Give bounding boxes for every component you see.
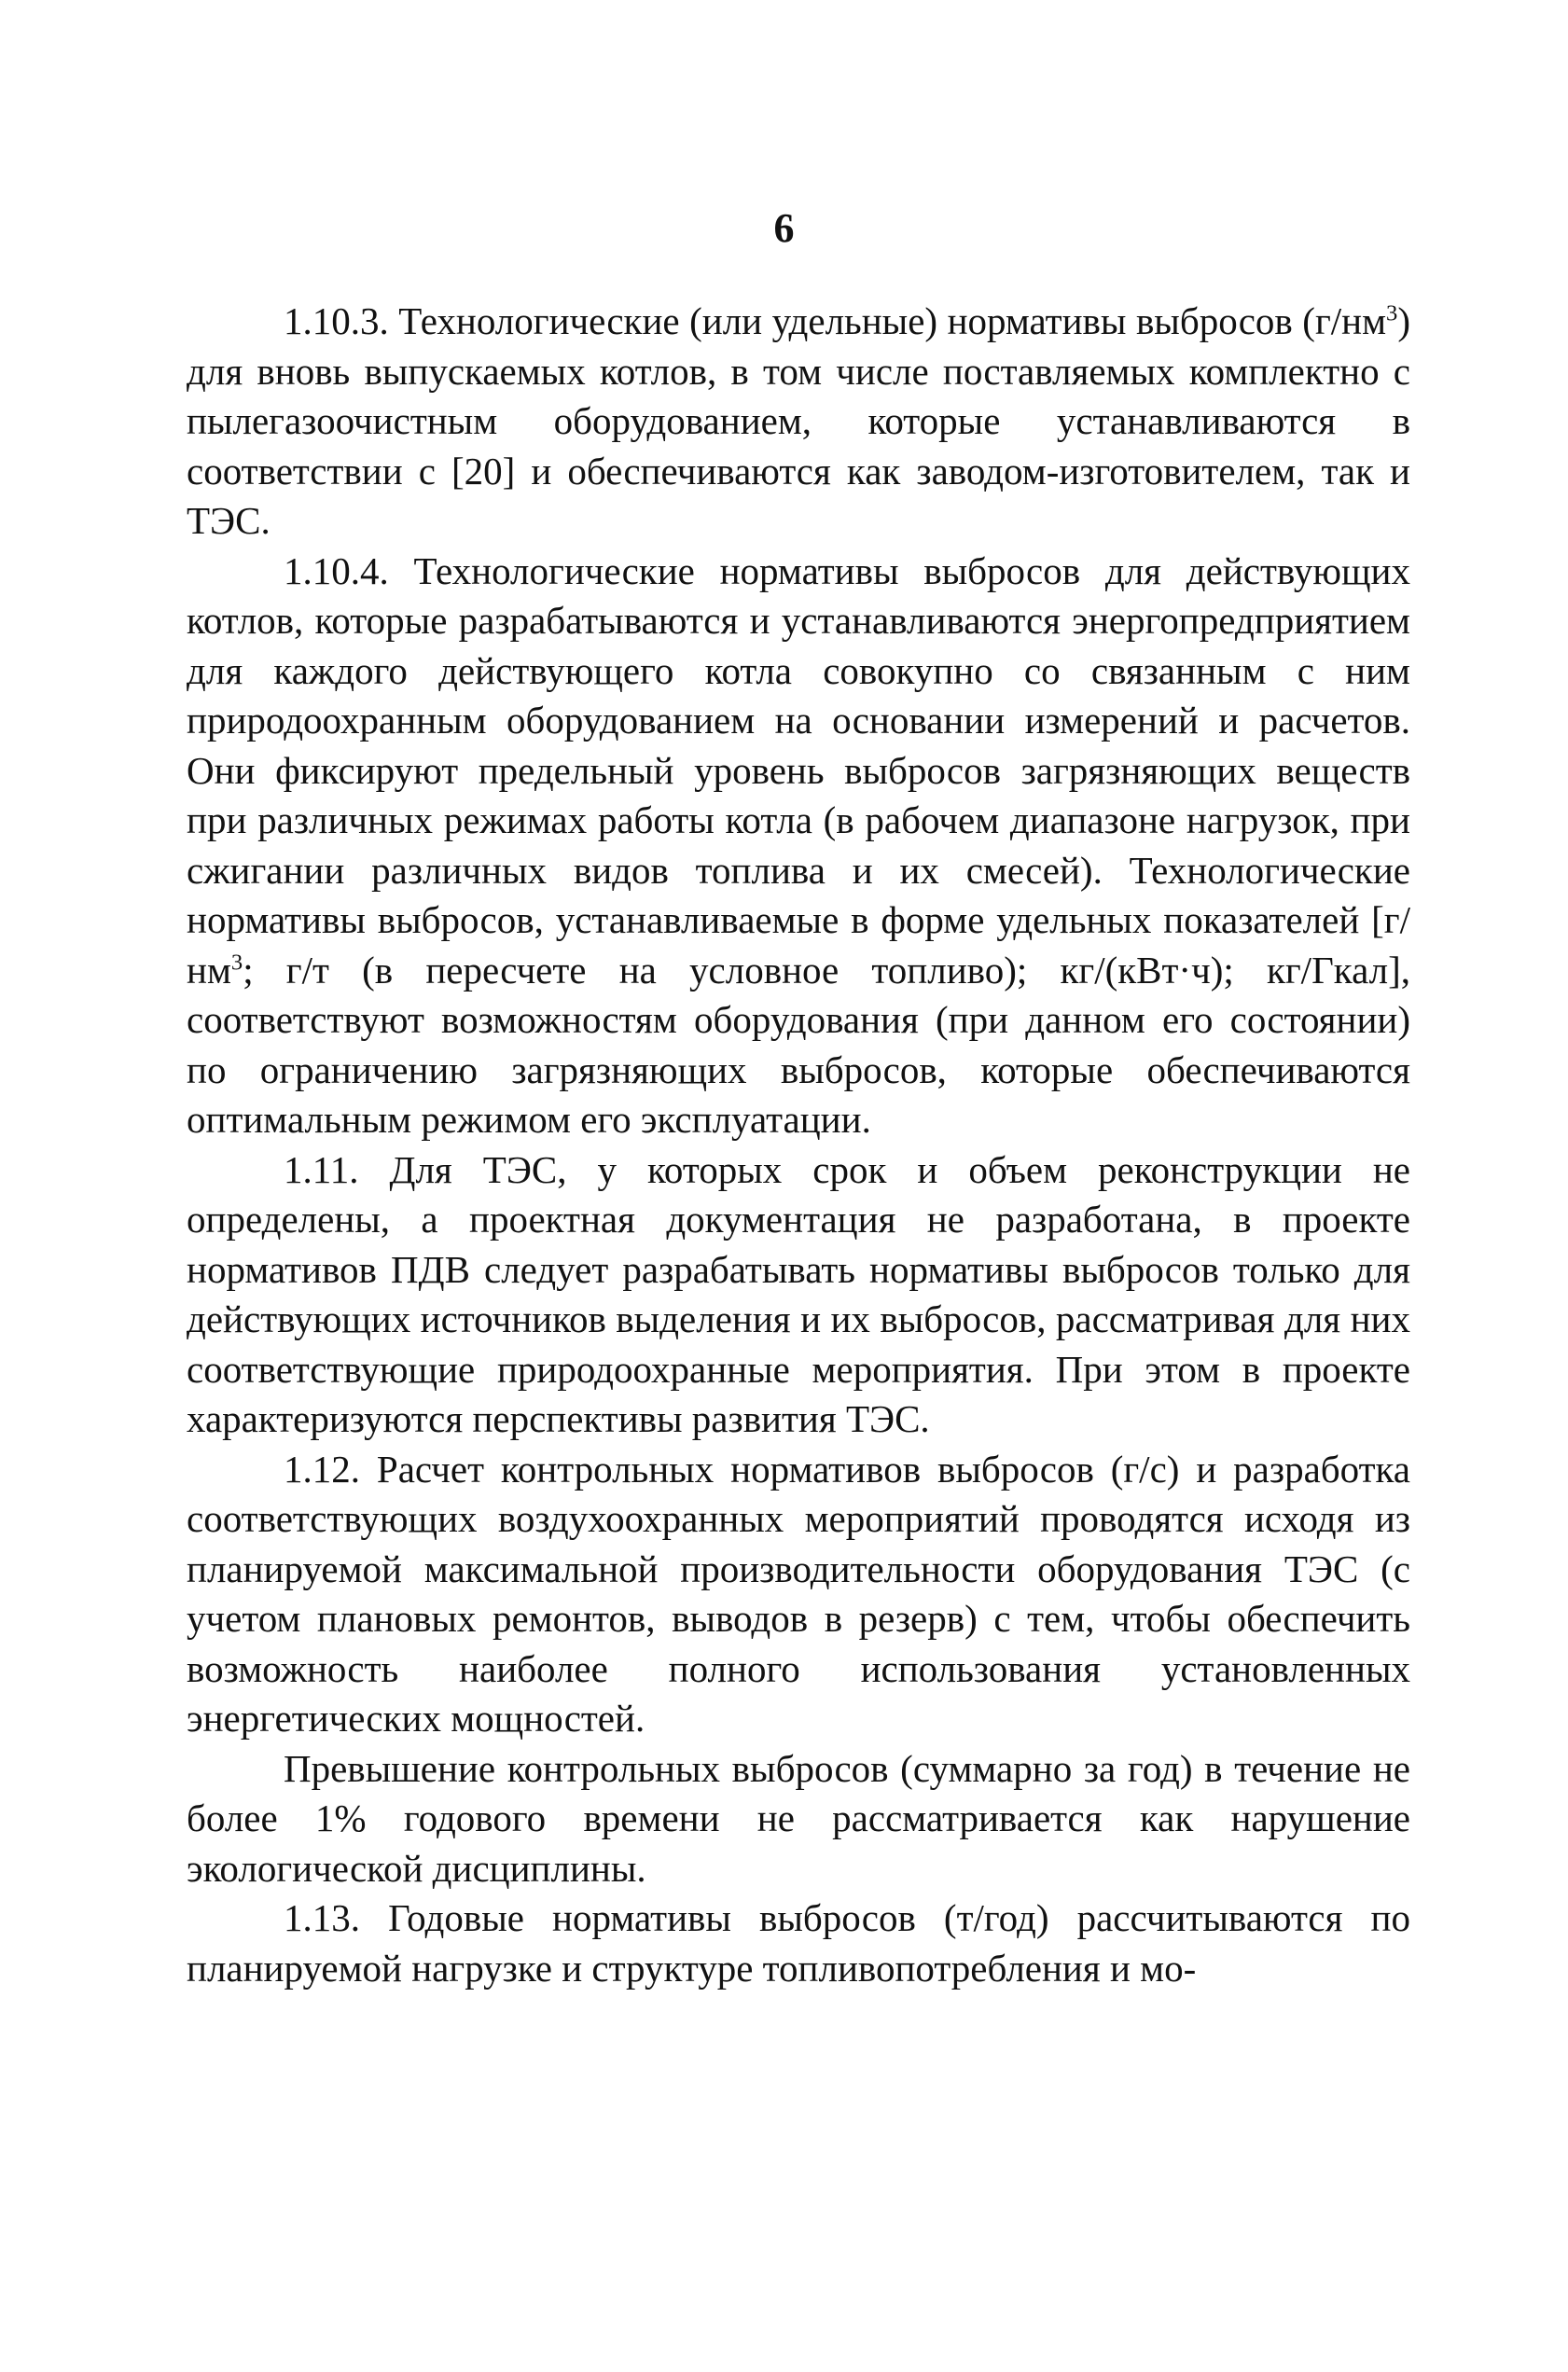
paragraph-1-10-4 [187, 547, 1410, 1145]
paragraph-text: ; г/т (в пересчете на условное топливо); кг/(кВт·ч); кг/Гкал], соответствуют возможностям оборудования (при данном его состоянии) по ограничению загрязняющих выбросов, которые обеспечиваются оптимальным режимом его эксплуатации. [187, 948, 1410, 1141]
superscript: 3 [1386, 300, 1398, 326]
page-number: 6 [773, 205, 795, 251]
paragraph-text: 1.10.3. Технологические (или удельные) нормативы выбросов (г/нм [284, 299, 1387, 342]
text-column [187, 297, 1410, 1993]
paragraph-text: 1.10.4. Технологические нормативы выбросов для действующих котлов, которые разрабатываются и устанавливаются энергопредприятием для каждого действующего котла совокупно со связанным с ним природоохранным оборудованием на основании измерений и расчетов. Они фиксируют предельный уровень выбросов загрязняющих веществ при различных режимах работы котла (в рабочем диапазоне нагрузок, при сжигании различных видов топлива и их смесей). Технологические нормативы выбросов, устанавливаемые в форме удельных показателей [г/нм [187, 548, 1410, 992]
paragraph-1-13: 1.13. Годовые нормативы выбросов (т/год) рассчитываются по планируемой нагрузке и структуре топливопотребления и мо- [187, 1896, 1410, 1990]
paragraph-1-10-3 [187, 297, 1410, 547]
paragraph-text: ) для вновь выпускаемых котлов, в том числе поставляемых комплектно с пылегазоочистным оборудованием, которые устанавливаются в соответствии с [20] и обеспечиваются как заводом-изготовителем, так и ТЭС. [187, 299, 1410, 542]
paragraph-exceedance-note: Превышение контрольных выбросов (суммарно за год) в течение не более 1% годового времени не рассматривается как нарушение экологической дисциплины. [187, 1746, 1410, 1890]
paragraph-1-11: 1.11. Для ТЭС, у которых срок и объем реконструкции не определены, а проектная документация не разработана, в проекте нормативов ПДВ следует разрабатывать нормативы выбросов только для действующих источников выделения и их выбросов, рассматривая для них соответствующие природоохранные мероприятия. При этом в проекте характеризуются перспективы развития ТЭС. [187, 1147, 1410, 1440]
paragraph-1-12: 1.12. Расчет контрольных нормативов выбросов (г/с) и разработка соответствующих воздухоохранных мероприятий проводятся исходя из планируемой максимальной производительности оборудования ТЭС (с учетом плановых ремонтов, выводов в резерв) с тем, чтобы обеспечить возможность наиболее полного использования установленных энергетических мощностей. [187, 1447, 1410, 1740]
superscript: 3 [230, 949, 243, 975]
